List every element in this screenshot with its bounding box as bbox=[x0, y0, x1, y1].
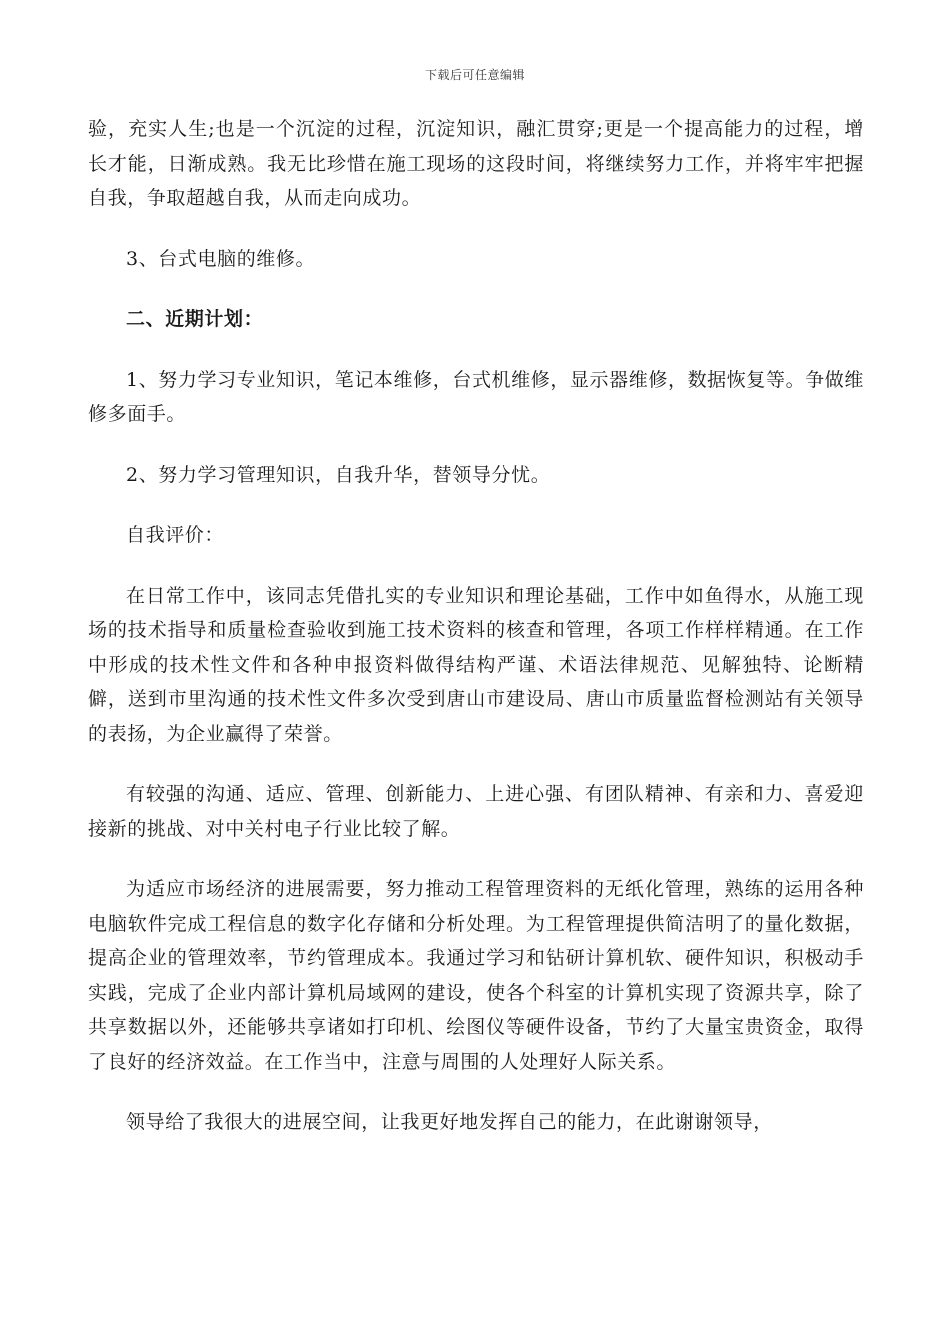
plan-item-1: 1、努力学习专业知识，笔记本维修，台式机维修，显示器维修，数据恢复等。争做维修多面手。 bbox=[88, 368, 864, 425]
self-evaluation-label: 自我评价： bbox=[126, 524, 225, 546]
paragraph-market-economy: 为适应市场经济的进展需要，努力推动工程管理资料的无纸化管理，熟练的运用各种电脑软件完成工程信息的数字化存储和分析处理。为工程管理提供简洁明了的量化数据，提高企业的管理效率，节约管理成本。我通过学习和钻研计算机软、硬件知识，积极动手实践，完成了企业内部计算机局域网的建设，使各个科室的计算机实现了资源共享，除了共享数据以外，还能够共享诸如打印机、绘图仪等硬件设备，节约了大量宝贵资金，取得了良好的经济效益。在工作当中，注意与周围的人处理好人际关系。 bbox=[88, 878, 864, 1073]
section-heading-plan: 二、近期计划： bbox=[126, 308, 264, 330]
paragraph-abilities: 有较强的沟通、适应、管理、创新能力、上进心强、有团队精神、有亲和力、喜爱迎接新的挑战、对中关村电子行业比较了解。 bbox=[88, 783, 864, 840]
paragraph-continuation: 验，充实人生;也是一个沉淀的过程，沉淀知识，融汇贯穿;更是一个提高能力的过程，增长才能，日渐成熟。我无比珍惜在施工现场的这段时间，将继续努力工作，并将牢牢把握自我，争取超越自我，从而走向成功。 bbox=[88, 118, 864, 209]
paragraph-daily-work: 在日常工作中，该同志凭借扎实的专业知识和理论基础，工作中如鱼得水，从施工现场的技术指导和质量检查验收到施工技术资料的核查和管理，各项工作样样精通。在工作中形成的技术性文件和各种申报资料做得结构严谨、术语法律规范、见解独特、论断精僻，送到市里沟通的技术性文件多次受到唐山市建设局、唐山市质量监督检测站有关领导的表扬，为企业赢得了荣誉。 bbox=[88, 584, 864, 745]
plan-item-2: 2、努力学习管理知识，自我升华，替领导分忧。 bbox=[126, 463, 551, 486]
paragraph-thanks: 领导给了我很大的进展空间，让我更好地发挥自己的能力，在此谢谢领导， bbox=[126, 1111, 773, 1133]
document-body bbox=[88, 112, 864, 1166]
page-header-note: 下载后可任意编辑 bbox=[424, 68, 525, 82]
list-item-desktop-repair: 3、台式电脑的维修。 bbox=[126, 247, 316, 270]
